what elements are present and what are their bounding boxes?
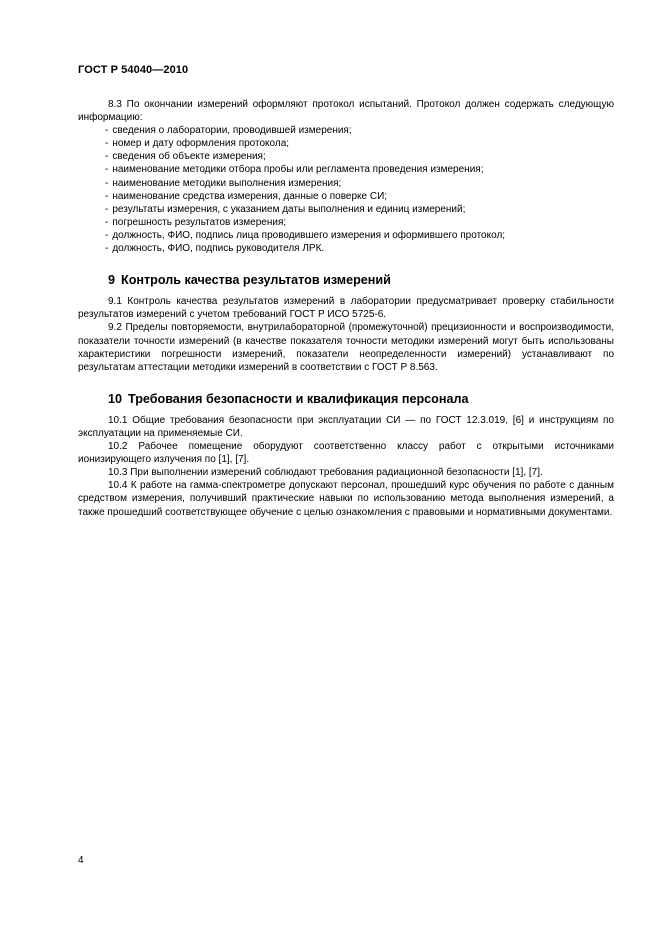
page-number: 4: [78, 855, 84, 866]
protocol-contents-list: [78, 124, 614, 255]
paragraph-10-4: 10.4 К работе на гамма-спектрометре допускают персонал, прошедший курс обучения по работе с данным средством измерения, получивший практические навыки по использованию метода выполнения измерений, а также прошедший соответствующее обучение с целью ознакомления с правовыми и нормативными документами.: [78, 480, 614, 518]
list-item-text: наименование методики выполнения измерения;: [112, 177, 342, 189]
list-item-text: погрешность результатов измерения;: [112, 216, 287, 228]
section-title: Требования безопасности и квалификация персонала: [128, 391, 469, 406]
paragraph-10-2: 10.2 Рабочее помещение оборудуют соответственно классу работ с открытыми источниками ионизирующего излучения по [1], [7].: [78, 441, 614, 466]
list-item: - результаты измерения, с указанием даты выполнения и единиц измерений;: [105, 203, 466, 215]
list-item: - наименование методики отбора пробы или регламента проведения измерения;: [105, 164, 484, 176]
document-body: [78, 98, 614, 519]
section-9-heading: [78, 274, 614, 287]
section-number: 9: [108, 273, 116, 288]
list-item: - наименование методики выполнения измерения;: [105, 177, 342, 189]
list-item-text: должность, ФИО, подпись лица проводившего измерения и оформившего протокол;: [112, 229, 506, 241]
list-item: - должность, ФИО, подпись руководителя ЛРК.: [105, 243, 325, 255]
list-item: - сведения о лаборатории, проводившей измерения;: [105, 125, 352, 137]
document-header: ГОСТ Р 54040—2010: [78, 64, 189, 76]
section-10-heading: [78, 393, 614, 406]
list-item-text: наименование методики отбора пробы или регламента проведения измерения;: [112, 164, 484, 176]
list-item-text: сведения об объекте измерения;: [112, 151, 266, 163]
list-item: - сведения об объекте измерения;: [105, 151, 266, 163]
paragraph-9-1: 9.1 Контроль качества результатов измерений в лаборатории предусматривает проверку стабильности результатов измерений с учетом требований ГОСТ Р ИСО 5725-6.: [78, 296, 614, 321]
section-number: 10: [108, 391, 123, 406]
section-title: Контроль качества результатов измерений: [121, 273, 391, 288]
list-item-text: сведения о лаборатории, проводившей измерения;: [112, 125, 352, 137]
list-item: - наименование средства измерения, данные о поверке СИ;: [105, 190, 388, 202]
list-item-text: результаты измерения, с указанием даты выполнения и единиц измерений;: [112, 203, 466, 215]
paragraph-10-1: 10.1 Общие требования безопасности при эксплуатации СИ — по ГОСТ 12.3.019, [6] и инструкциям по эксплуатации на применяемые СИ.: [78, 414, 614, 439]
list-item-text: номер и дату оформления протокола;: [112, 138, 290, 150]
paragraph-8-3: 8.3 По окончании измерений оформляют протокол испытаний. Протокол должен содержать следующую информацию:: [78, 99, 614, 124]
list-item-text: наименование средства измерения, данные о поверке СИ;: [112, 190, 388, 202]
list-item: - должность, ФИО, подпись лица проводившего измерения и оформившего протокол;: [105, 229, 506, 241]
paragraph-10-3: 10.3 При выполнении измерений соблюдают требования радиационной безопасности [1], [7].: [108, 467, 543, 479]
list-item-text: должность, ФИО, подпись руководителя ЛРК.: [112, 243, 325, 255]
list-item: - погрешность результатов измерения;: [105, 216, 287, 228]
list-item: - номер и дату оформления протокола;: [105, 138, 290, 150]
paragraph-9-2: 9.2 Пределы повторяемости, внутрилабораторной (промежуточной) прецизионности и воспроизводимости, показатели точности измерений (в качестве показателя точности методики измерений могут быть использованы характеристики погрешности измерений, показатели неопределенности измерений) устанавливают по результатам аттестации методики измерений в соответствии с ГОСТ Р 8.563.: [78, 322, 614, 373]
